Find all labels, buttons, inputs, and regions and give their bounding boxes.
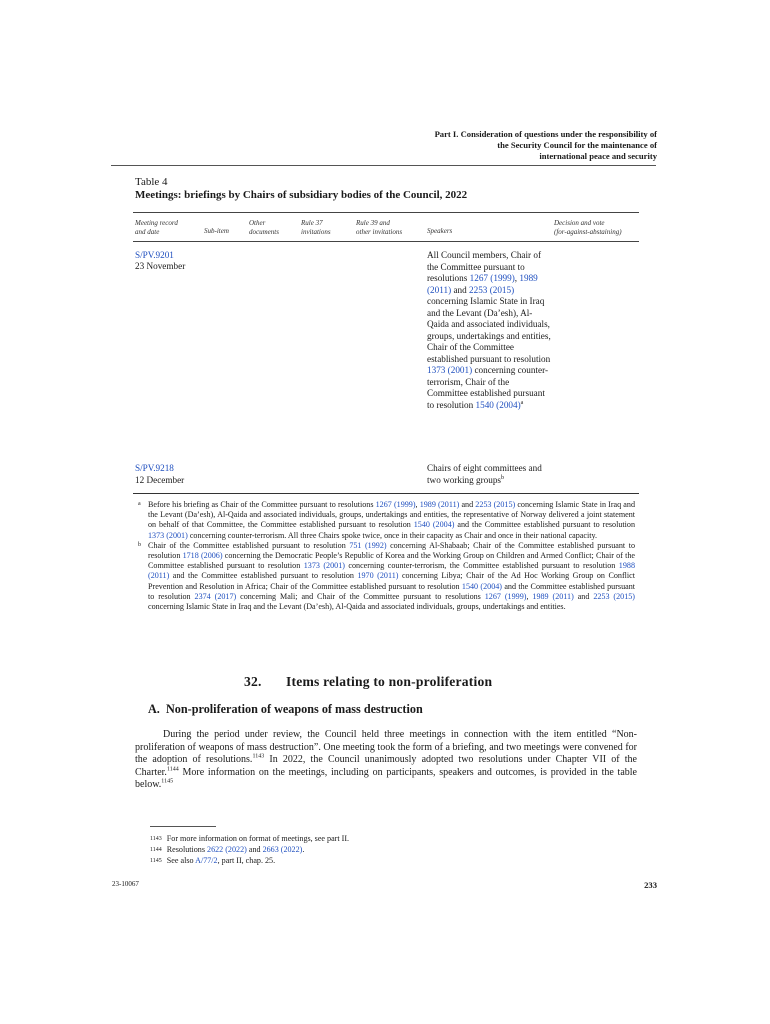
col-header-other-documents	[249, 219, 279, 236]
speakers-text: concerning Islamic State in Iraq and the Levant (Da’esh), Al-Qaida and associated individuals, groups, undertakings and entities, Chair of the Committee established pursuant to resolution	[427, 296, 551, 364]
resolution-link[interactable]: 751 (1992)	[349, 540, 387, 550]
paragraph-text: In 2022, the Council unanimously adopted two resolutions under Chapter VII of the Charter.	[135, 754, 637, 778]
footnote-text: For more information on format of meetings, see part II.	[166, 834, 350, 843]
resolution-link[interactable]: 1989 (2011)	[532, 591, 574, 601]
page-number: 233	[644, 880, 657, 890]
col-header-text: (for-against-abstaining)	[554, 227, 622, 236]
col-header-meeting	[135, 219, 178, 236]
table-label: Table 4	[135, 176, 168, 188]
paragraph-text: During the period under review, the Council held three meetings in connection with the item entitled “Non-proliferation of weapons of mass destruction”. One meeting took the form of a briefing, and two meetings were convened for the adoption of resolutions.	[135, 729, 637, 766]
speakers-text: ,	[514, 273, 520, 283]
footnote-text: concerning Libya; Chair of the Ad Hoc Working Group on Conflict Prevention and Resolution in Africa; Chair of the Committee established pursuant to resolution	[148, 571, 635, 591]
resolution-link[interactable]: 1267 (1999)	[484, 591, 527, 601]
table-footnote-a	[138, 500, 635, 541]
col-header-text: Other	[249, 219, 266, 227]
section-title: Items relating to non-proliferation	[286, 674, 493, 689]
running-header-line: international peace and security	[539, 151, 657, 161]
meeting-record-link[interactable]: S/PV.9201	[135, 250, 174, 260]
header-divider	[111, 165, 656, 166]
footnote-text: and	[459, 500, 476, 509]
resolution-link[interactable]: 2622 (2022)	[207, 845, 247, 854]
footnote-1145	[150, 856, 630, 866]
resolution-link[interactable]: 2253 (2015)	[593, 591, 635, 601]
resolution-link[interactable]: 2374 (2017)	[194, 591, 237, 601]
meeting-record-link[interactable]: S/PV.9218	[135, 463, 174, 473]
resolution-link[interactable]: 1540 (2004)	[475, 399, 521, 410]
footnote-divider	[150, 826, 216, 827]
speakers-text: Chairs of eight committees and two working groups	[427, 463, 542, 485]
footnote-1143	[150, 834, 630, 844]
footnote-marker: a	[520, 399, 524, 406]
resolution-link[interactable]: 1988 (2011)	[148, 561, 635, 581]
footnote-text: and the Committee established pursuant to resolution	[454, 520, 635, 530]
resolution-link[interactable]: 1373 (2001)	[427, 365, 473, 375]
col-header-text: other invitations	[356, 227, 403, 236]
body-paragraph	[135, 729, 637, 792]
table-bottom-rule	[133, 493, 639, 494]
col-header-rule37	[301, 219, 331, 236]
footnote-text: concerning Islamic State in Iraq and the Levant (Da’esh), Al-Qaida and associated individuals, groups, undertakings and entities.	[148, 602, 566, 612]
footnote-text: and	[573, 591, 594, 601]
footnote-text: , part II, chap. 25.	[217, 856, 276, 865]
resolution-link[interactable]: 1540 (2004)	[461, 581, 502, 591]
col-header-text: Meeting record	[135, 219, 178, 227]
speakers-cell	[427, 250, 552, 411]
footnote-number: 1144	[150, 847, 162, 853]
resolution-link[interactable]: 1267 (1999)	[375, 500, 416, 509]
table-title: Meetings: briefings by Chairs of subsidiary bodies of the Council, 2022	[135, 189, 468, 201]
resolution-link[interactable]: 1373 (2001)	[303, 561, 345, 571]
footnote-ref: 1144	[166, 766, 179, 773]
document-link[interactable]: A/77/2	[195, 856, 218, 865]
speakers-cell	[427, 463, 552, 486]
footnote-text: concerning counter-terrorism. All three Chairs spoke twice, once in their capacity as Chair and once in their national capacity.	[187, 530, 598, 540]
paragraph-text: More information on the meetings, including on participants, speakers and outcomes, is provided in the table below.	[135, 766, 637, 791]
footnote-text: and the Committee established pursuant to resolution	[148, 581, 636, 601]
job-number: 23-10067	[112, 880, 139, 888]
running-header-line: Part I. Consideration of questions under the responsibility of	[434, 129, 657, 139]
footnote-text: Before his briefing as Chair of the Committee pursuant to resolutions	[148, 500, 376, 509]
footnote-ref: 1143	[252, 753, 265, 760]
col-header-text: Decision and vote	[554, 219, 605, 227]
footnote-number: 1145	[150, 858, 162, 864]
resolution-link[interactable]: 2253 (2015)	[475, 500, 516, 509]
footnote-text: and the Committee established pursuant to resolution	[169, 571, 358, 581]
col-header-rule39	[356, 219, 402, 236]
col-header-subitem: Sub-item	[204, 227, 229, 235]
table-top-rule	[133, 212, 639, 213]
footnote-text: ,	[415, 500, 420, 509]
footnote-ref: 1145	[161, 779, 174, 786]
footnote-number: 1143	[150, 836, 162, 842]
col-header-text: documents	[249, 227, 279, 236]
table-footnotes	[138, 500, 635, 612]
subsection-heading	[148, 702, 423, 717]
table-footnote-b	[138, 541, 635, 612]
footnote-text: concerning the Democratic People’s Republic of Korea and the Working Group on Children and Armed Conflict; Chair of the Committee established pursuant to resolution	[148, 551, 635, 571]
footnote-text: ,	[526, 591, 533, 601]
footnote-text: Chair of the Committee established pursuant to resolution	[148, 540, 350, 550]
resolution-link[interactable]: 2663 (2022)	[262, 845, 303, 854]
resolution-link[interactable]: 1970 (2011)	[357, 571, 399, 581]
meeting-date: 12 December	[135, 475, 185, 485]
col-header-text: invitations	[301, 227, 331, 236]
footnote-text: Resolutions	[166, 845, 208, 854]
footnote-1144	[150, 845, 630, 855]
section-number: 32.	[244, 674, 262, 689]
resolution-link[interactable]: 1267 (1999)	[469, 273, 515, 283]
footnote-text: concerning Al-Shabaab; Chair of the Committee established pursuant to resolution	[148, 540, 635, 561]
col-header-text: Rule 37	[301, 219, 323, 227]
col-header-decision	[554, 219, 622, 236]
resolution-link[interactable]: 1989 (2011)	[419, 500, 460, 509]
subsection-letter: A.	[148, 702, 160, 716]
col-header-text: and date	[135, 227, 160, 236]
running-header-line: the Security Council for the maintenance of	[497, 140, 657, 150]
footnote-marker: a	[138, 501, 141, 507]
resolution-link[interactable]: 2253 (2015)	[469, 284, 515, 295]
section-heading	[244, 674, 492, 690]
meeting-date: 23 November	[135, 261, 186, 271]
footnote-marker: b	[138, 541, 141, 548]
footnote-text: concerning Mali; and Chair of the Committee pursuant to resolutions	[236, 591, 485, 601]
subsection-title: Non-proliferation of weapons of mass destruction	[166, 702, 423, 716]
footnote-text: .	[302, 845, 305, 854]
footnote-text: concerning counter-terrorism, the Committee established pursuant to resolution	[344, 561, 619, 571]
footnote-text: and	[246, 845, 263, 854]
resolution-link[interactable]: 1989 (2011)	[427, 273, 538, 295]
col-header-speakers: Speakers	[427, 227, 453, 235]
resolution-link[interactable]: 1540 (2004)	[413, 520, 455, 530]
footnote-marker: b	[501, 474, 505, 481]
resolution-link[interactable]: 1718 (2006)	[182, 551, 223, 561]
running-header	[357, 129, 657, 162]
col-header-text: Rule 39 and	[356, 219, 390, 227]
speakers-text: and	[451, 284, 470, 295]
resolution-link[interactable]: 1373 (2001)	[148, 530, 188, 540]
table-header-rule	[133, 241, 639, 242]
footnote-text: concerning Islamic State in Iraq and the Levant (Da’esh), Al-Qaida and associated individuals, groups, undertakings and entities, the representative of Norway delivered a joint statement on behalf of that Committee, the Committee established pursuant to resolution	[148, 500, 635, 530]
speakers-text: concerning counter-terrorism, Chair of the Committee established pursuant to resolution	[427, 365, 549, 410]
speakers-text: All Council members, Chair of the Committee pursuant to resolutions	[427, 250, 542, 283]
footnote-text: See also	[166, 856, 196, 865]
